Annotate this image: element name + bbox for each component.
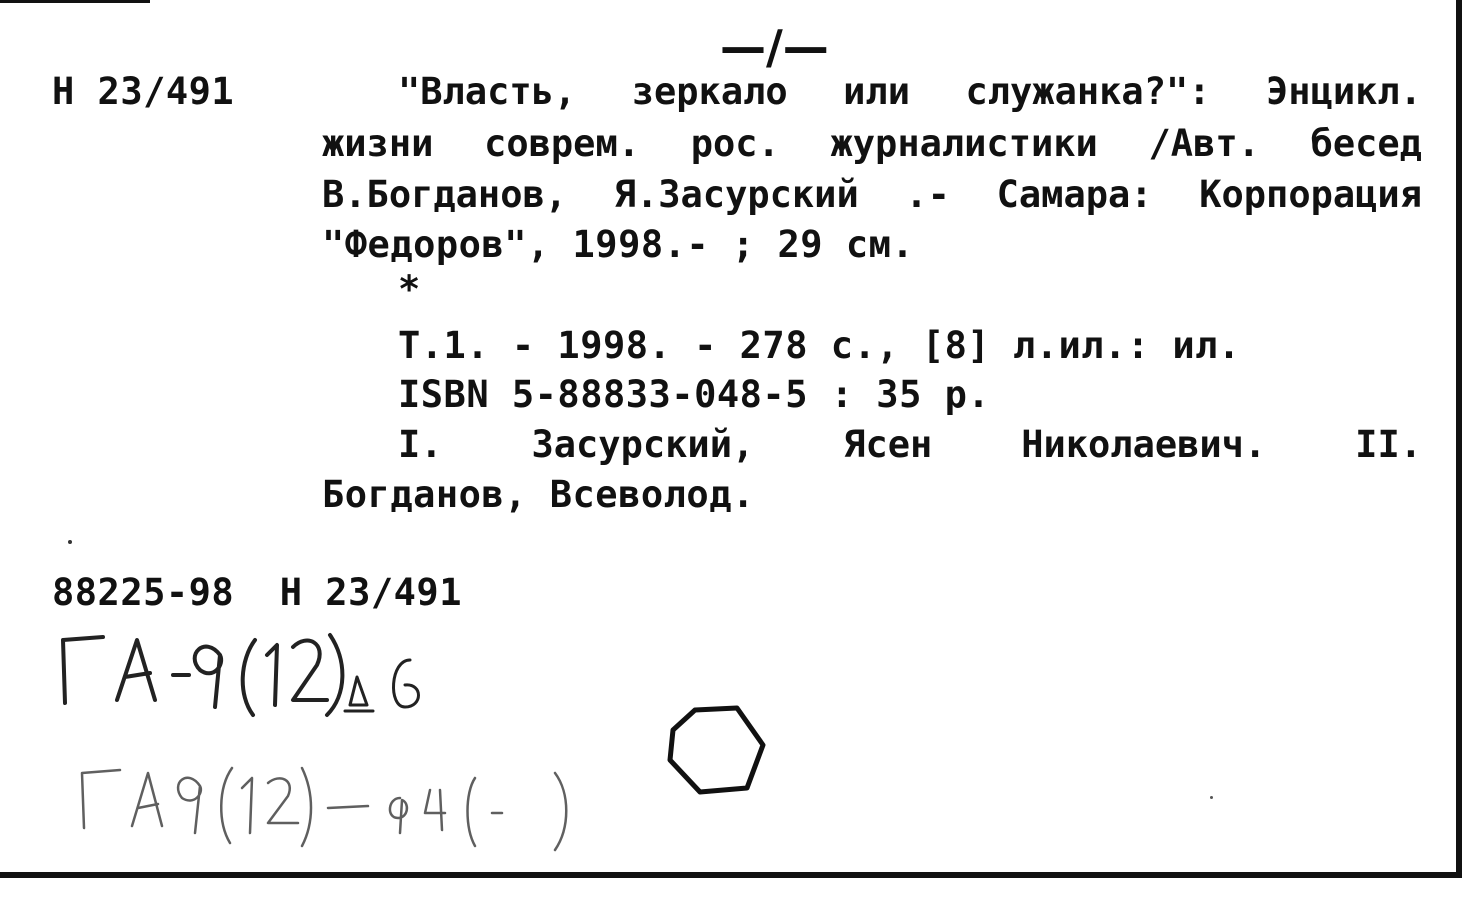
page-number: —/— [720,20,829,74]
inventory-number: 88225-98 Н 23/491 [52,571,462,614]
volume-line: Т.1. - 1998. - 278 с., [8] л.ил.: ил. [398,324,1241,367]
isbn-line: ISBN 5-88833-048-5 : 35 р. [398,373,991,416]
ink-speck-2 [1210,796,1213,799]
title-line-3: В.Богданов, Я.Засурский .- Самара: Корпорация [322,173,1422,216]
ink-speck [68,540,72,544]
title-line-1: "Власть, зеркало или служанка?": Энцикл. [398,70,1422,113]
added-entries-line-1: I. Засурский, Ясен Николаевич. II. [398,423,1422,466]
shelfmark: Н 23/491 [52,70,235,113]
title-line-4: "Федоров", 1998.- ; 29 см. [322,223,915,266]
handwritten-classification-1 [55,615,455,725]
card-border-bottom [0,872,1462,878]
added-entries-line-2: Богданов, Всеволод. [322,473,755,516]
top-edge-mark [0,0,150,3]
handwritten-classification-2 [70,738,590,858]
round-stamp-mark [655,700,775,810]
title-line-2: жизни соврем. рос. журналистики /Авт. бесед [322,122,1422,165]
card-border-right [1456,0,1462,878]
separator-star: * [398,268,421,311]
